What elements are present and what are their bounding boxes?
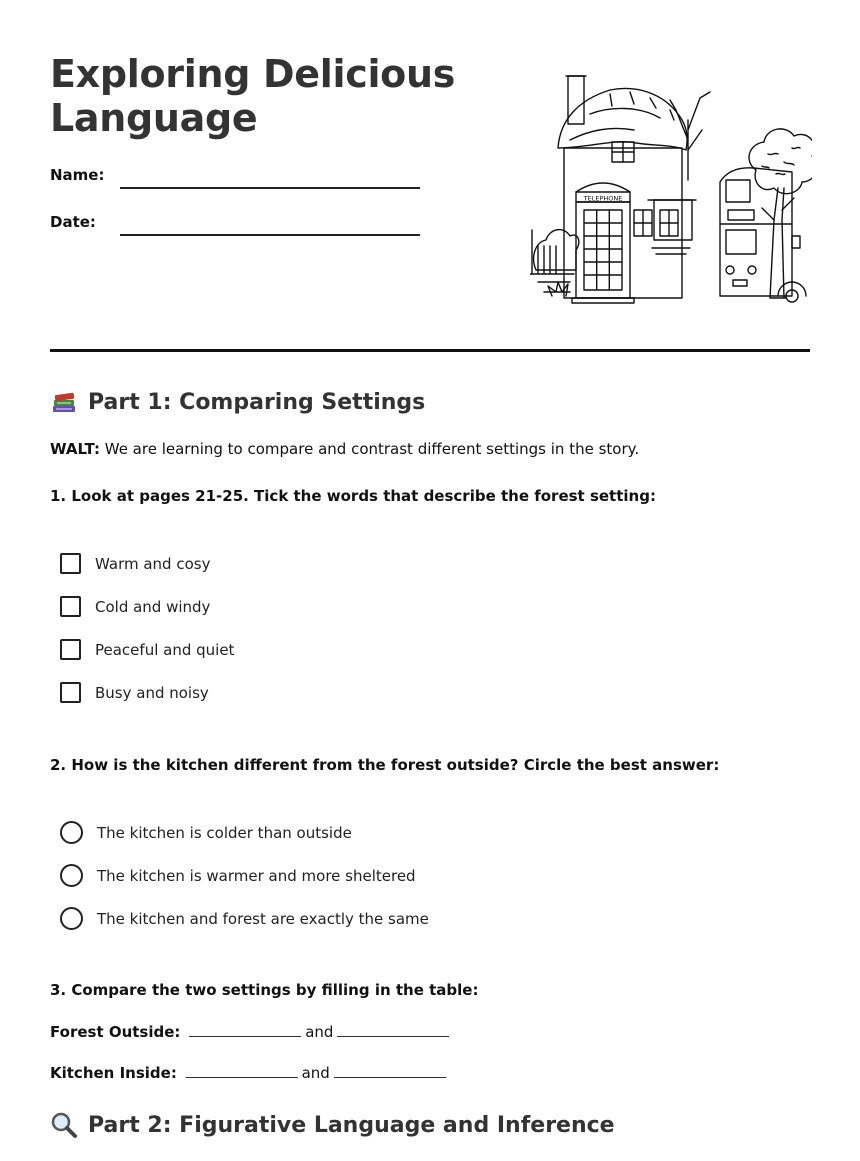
walt-statement <box>50 440 639 458</box>
part2-heading-text: Part 2: Figurative Language and Inference <box>88 1112 615 1138</box>
part1-heading <box>50 388 425 416</box>
q1-option-label: Cold and windy <box>95 597 211 616</box>
magnifier-icon <box>50 1111 78 1139</box>
page-title: Exploring Delicious Language <box>50 52 456 140</box>
joiner: and <box>305 1023 334 1041</box>
q1-option-3[interactable] <box>60 639 234 660</box>
date-field[interactable] <box>120 234 420 236</box>
worksheet-page <box>50 0 810 1161</box>
cottage-illustration <box>530 70 812 310</box>
q2-option-2[interactable] <box>60 864 416 887</box>
radio-circle[interactable] <box>60 907 83 930</box>
name-label: Name: <box>50 166 105 184</box>
q2-option-label: The kitchen is colder than outside <box>97 823 352 842</box>
checkbox[interactable] <box>60 639 81 660</box>
checkbox[interactable] <box>60 553 81 574</box>
walt-text: We are learning to compare and contrast different settings in the story. <box>99 440 640 458</box>
part1-heading-text: Part 1: Comparing Settings <box>88 389 426 415</box>
q2-option-label: The kitchen is warmer and more sheltered <box>97 866 416 885</box>
section-divider <box>50 349 810 352</box>
q1-option-label: Busy and noisy <box>95 683 209 702</box>
question-3: 3. Compare the two settings by filling in the table: <box>50 981 479 999</box>
question-1: 1. Look at pages 21-25. Tick the words that describe the forest setting: <box>50 487 656 505</box>
walt-label: WALT: <box>50 440 100 458</box>
kitchen-blank-1[interactable] <box>186 1063 298 1078</box>
q1-option-4[interactable] <box>60 682 209 703</box>
date-label: Date: <box>50 213 96 231</box>
kitchen-inside-row <box>50 1063 450 1082</box>
radio-circle[interactable] <box>60 821 83 844</box>
checkbox[interactable] <box>60 596 81 617</box>
q2-option-1[interactable] <box>60 821 352 844</box>
q1-option-label: Peaceful and quiet <box>95 640 235 659</box>
joiner: and <box>301 1064 330 1082</box>
q1-option-label: Warm and cosy <box>95 554 211 573</box>
question-2: 2. How is the kitchen different from the forest outside? Circle the best answer: <box>50 756 720 774</box>
q2-option-3[interactable] <box>60 907 429 930</box>
forest-outside-row <box>50 1022 453 1041</box>
part2-heading <box>50 1111 615 1139</box>
q2-option-label: The kitchen and forest are exactly the same <box>97 909 429 928</box>
forest-blank-1[interactable] <box>189 1022 301 1037</box>
q1-option-2[interactable] <box>60 596 210 617</box>
q1-option-1[interactable] <box>60 553 210 574</box>
forest-outside-label: Forest Outside: <box>50 1023 181 1041</box>
radio-circle[interactable] <box>60 864 83 887</box>
kitchen-inside-label: Kitchen Inside: <box>50 1064 177 1082</box>
name-field[interactable] <box>120 187 420 189</box>
books-icon <box>50 388 78 416</box>
kitchen-blank-2[interactable] <box>334 1063 446 1078</box>
checkbox[interactable] <box>60 682 81 703</box>
forest-blank-2[interactable] <box>337 1022 449 1037</box>
telephone-sign: TELEPHONE <box>583 194 623 203</box>
